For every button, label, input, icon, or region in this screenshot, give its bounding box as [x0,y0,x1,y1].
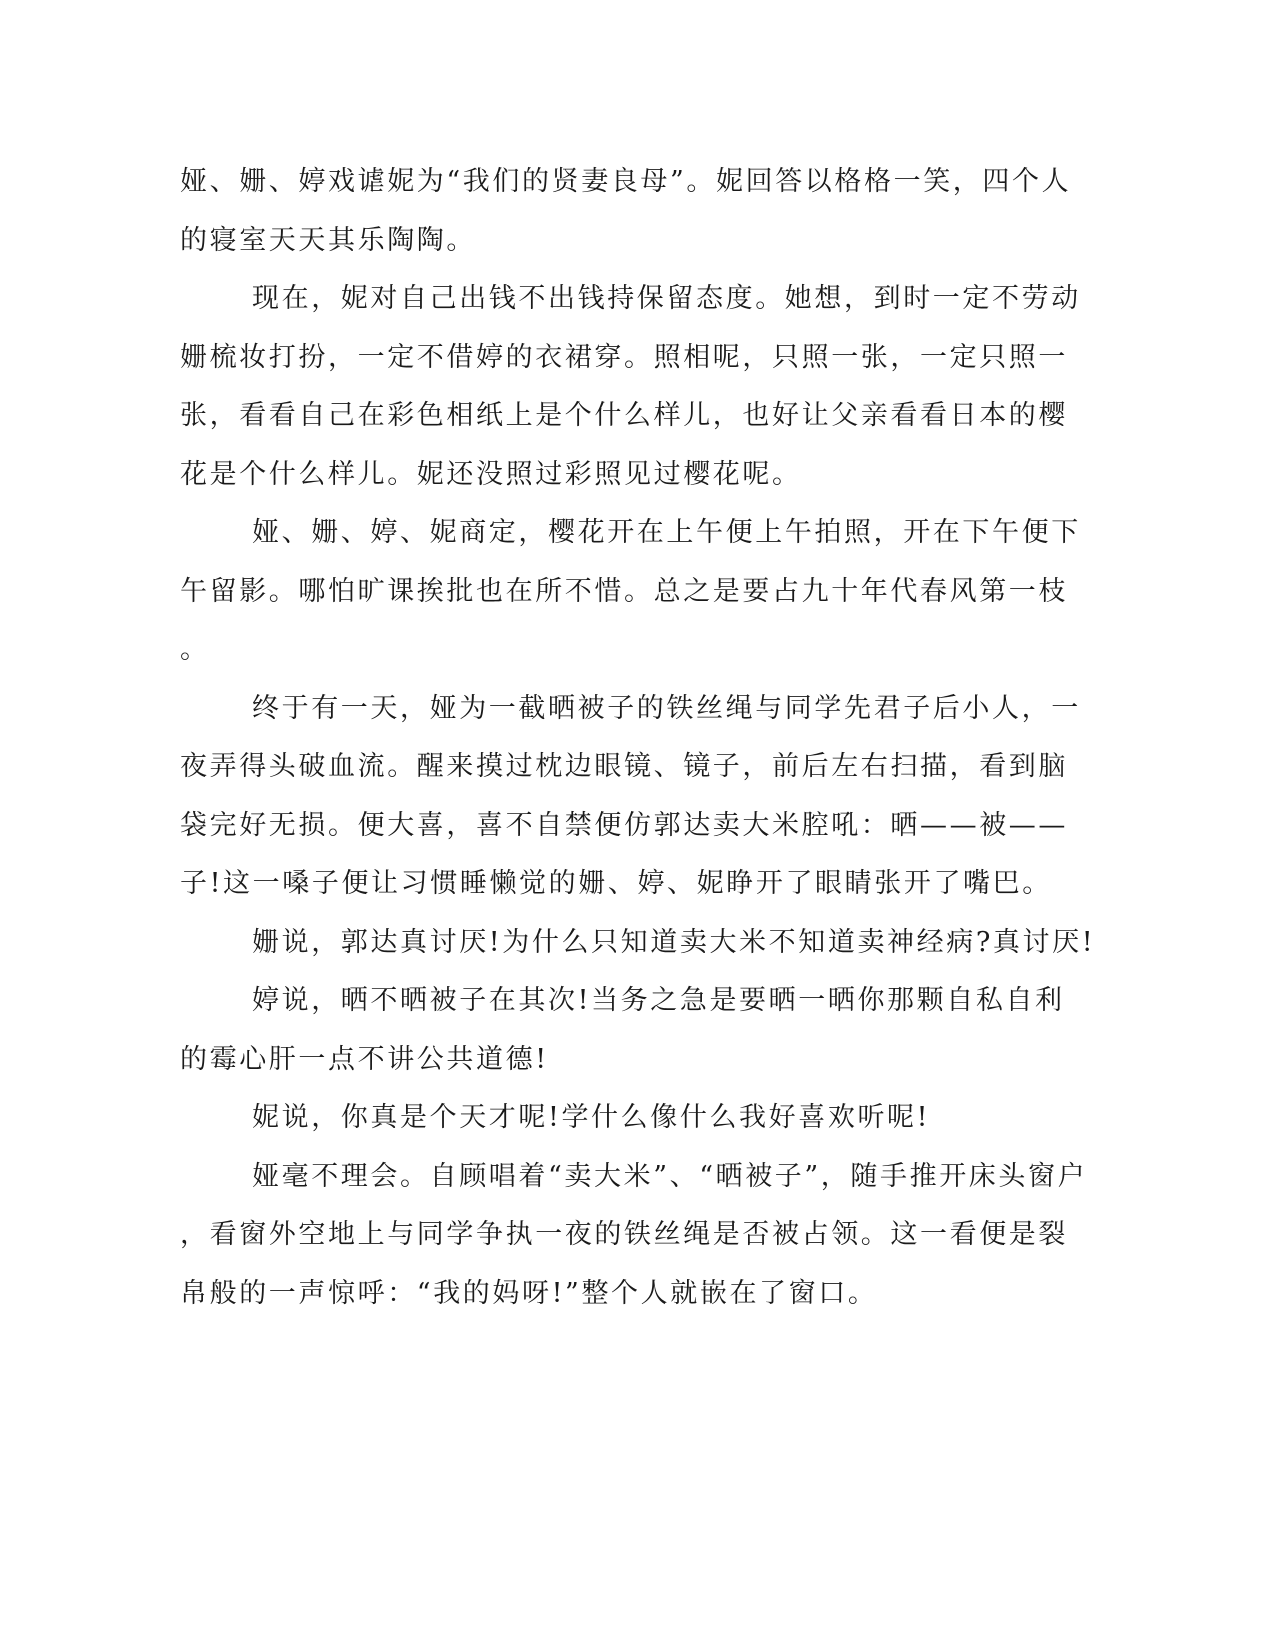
text-line: 婷说，晒不晒被子在其次!当务之急是要晒一晒你那颗自私自利 [252,985,1065,1016]
text-line: ，看窗外空地上与同学争执一夜的铁丝绳是否被占领。这一看便是裂 [180,1219,1068,1250]
text-line: 娅、姗、婷、妮商定，樱花开在上午便上午拍照，开在下午便下 [252,517,1081,548]
text-line: 袋完好无损。便大喜，喜不自禁便仿郭达卖大米腔吼：晒——被—— [180,810,1068,841]
text-line: 妮说，你真是个天才呢!学什么像什么我好喜欢听呢! [252,1102,931,1133]
text-line: 的霉心肝一点不讲公共道德! [180,1044,549,1075]
text-line: 午留影。哪怕旷课挨批也在所不惜。总之是要占九十年代春风第一枝 [180,576,1068,607]
text-line: 子!这一嗓子便让习惯睡懒觉的姗、婷、妮睁开了眼睛张开了嘴巴。 [180,868,1052,899]
text-line: 花是个什么样儿。妮还没照过彩照见过樱花呢。 [180,459,802,490]
text-line: 姗说，郭达真讨厌!为什么只知道卖大米不知道卖神经病?真讨厌! [252,927,1096,958]
text-line: 的寝室天天其乐陶陶。 [180,225,476,256]
text-line: 现在，妮对自己出钱不出钱持保留态度。她想，到时一定不劳动 [252,283,1081,314]
text-line: 夜弄得头破血流。醒来摸过枕边眼镜、镜子，前后左右扫描，看到脑 [180,751,1068,782]
text-line: 。 [180,634,210,665]
text-line: 娅、姗、婷戏谑妮为“我们的贤妻良母”。妮回答以格格一笑，四个人 [180,166,1072,197]
text-line: 娅毫不理会。自顾唱着“卖大米”、“晒被子”，随手推开床头窗户 [252,1161,1088,1192]
text-line: 姗梳妆打扮，一定不借婷的衣裙穿。照相呢，只照一张，一定只照一 [180,342,1068,373]
text-line: 终于有一天，娅为一截晒被子的铁丝绳与同学先君子后小人，一 [252,693,1081,724]
text-line: 张，看看自己在彩色相纸上是个什么样儿，也好让父亲看看日本的樱 [180,400,1068,431]
text-line: 帛般的一声惊呼：“我的妈呀!”整个人就嵌在了窗口。 [180,1278,878,1309]
